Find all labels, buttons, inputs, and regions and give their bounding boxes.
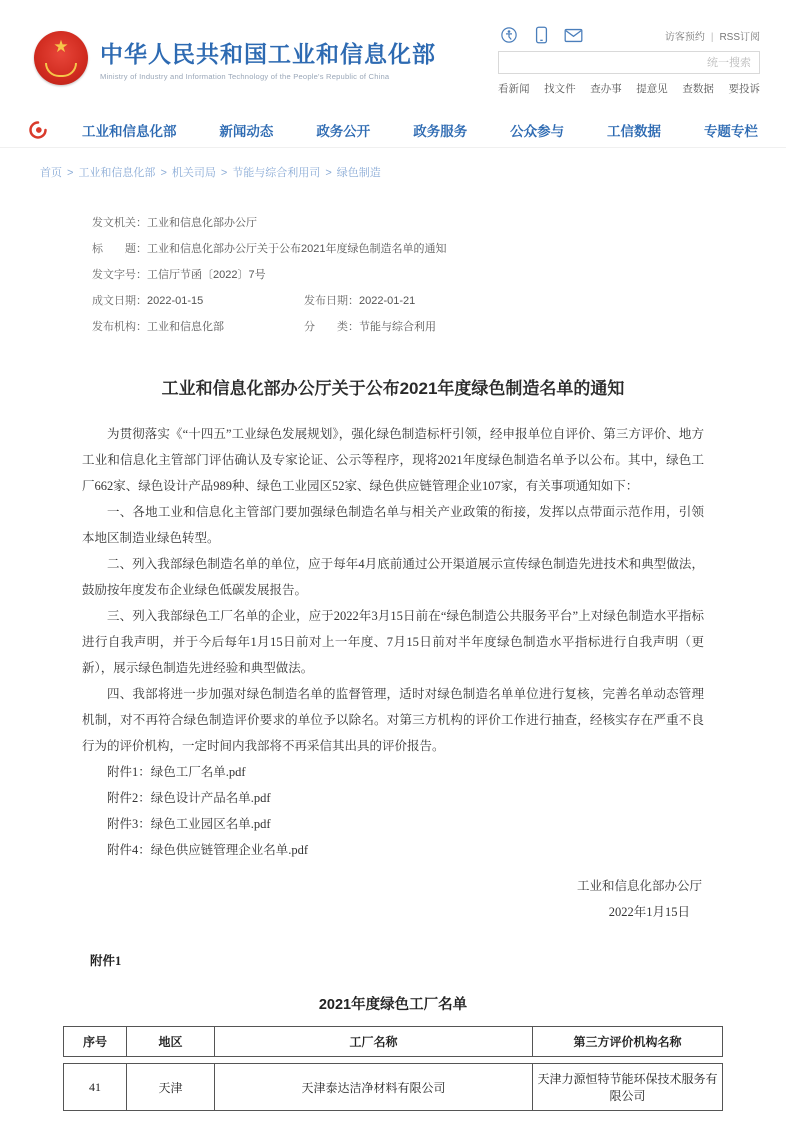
breadcrumb-separator: > [325, 167, 332, 179]
table-row [63, 1063, 723, 1111]
doc-meta [92, 210, 786, 340]
site-subtitle: Ministry of Industry and Information Technology of the People's Republic of China [100, 71, 390, 81]
annex-table-header [63, 1026, 723, 1057]
meta-doc-no-value: 工信厅节函〔2022〕7号 [147, 269, 266, 281]
meta-written-date-label: 成文日期： [92, 295, 147, 307]
site-header [0, 20, 786, 96]
attachment-link-1[interactable]: 附件1：绿色工厂名单.pdf [107, 765, 246, 779]
meta-publish-org-label: 发布机构： [92, 321, 147, 333]
breadcrumb-separator: > [220, 167, 228, 179]
breadcrumb-home[interactable]: 首页 [40, 167, 62, 179]
nav-item-news[interactable]: 新闻动态 [219, 123, 274, 139]
nav-item-special-topics[interactable]: 专题专栏 [703, 123, 758, 139]
quick-link-data[interactable]: 查数据 [682, 83, 714, 95]
col-header-factory: 工厂名称 [214, 1027, 532, 1056]
meta-written-date-value: 2022-01-15 [147, 295, 204, 307]
meta-title-value: 工业和信息化部办公厅关于公布2021年度绿色制造名单的通知 [147, 243, 447, 255]
document-title: 工业和信息化部办公厅关于公布2021年度绿色制造名单的通知 [161, 379, 625, 398]
signature-org: 工业和信息化部办公厅 [576, 879, 702, 893]
meta-category-label: 分 类： [304, 321, 359, 333]
quick-link-news[interactable]: 看新闻 [498, 83, 530, 95]
nav-item-miit[interactable]: 工业和信息化部 [82, 123, 177, 139]
attachment-link-3[interactable]: 附件3：绿色工业园区名单.pdf [107, 817, 271, 831]
document-body [82, 421, 704, 925]
star-icon: ★ [53, 37, 69, 56]
meta-publish-date-label: 发布日期： [304, 295, 359, 307]
annex-label: 附件1 [90, 954, 122, 968]
national-emblem-logo [34, 31, 88, 85]
quick-link-services[interactable]: 查办事 [590, 83, 622, 95]
mail-icon[interactable] [562, 26, 584, 44]
link-divider: | [710, 31, 714, 43]
nav-item-miit-data[interactable]: 工信数据 [607, 123, 662, 139]
nav-item-gov-disclosure[interactable]: 政务公开 [316, 123, 371, 139]
paragraph: 三、列入我部绿色工厂名单的企业，应于2022年3月15日前在“绿色制造公共服务平台”上对绿色制造水平指标进行自我声明，并于今后每年1月15日前对上一年度、7月15日前对半年度绿色制造水平指标进行自我声明（更新），展示绿色制造先进经验和典型做法。 [82, 609, 704, 675]
cell-factory: 天津泰达洁净材料有限公司 [214, 1064, 532, 1110]
annex-section [0, 951, 786, 1135]
breadcrumb-departments[interactable]: 机关司局 [171, 167, 216, 179]
quick-links [498, 81, 760, 96]
quick-link-files[interactable]: 找文件 [544, 83, 576, 95]
meta-title-label: 标 题： [92, 243, 147, 255]
miit-swirl-icon [28, 120, 48, 140]
attachment-link-2[interactable]: 附件2：绿色设计产品名单.pdf [107, 791, 271, 805]
meta-issuing-org-label: 发文机关： [92, 217, 147, 229]
breadcrumb-energy-dept[interactable]: 节能与综合利用司 [232, 167, 321, 179]
breadcrumb-miit[interactable]: 工业和信息化部 [78, 167, 156, 179]
cell-evaluator: 天津力源恒特节能环保技术服务有限公司 [532, 1064, 722, 1110]
meta-publish-date-value: 2022-01-21 [359, 295, 416, 307]
meta-issuing-org-value: 工业和信息化部办公厅 [147, 217, 257, 229]
rss-link[interactable]: RSS订阅 [719, 31, 760, 43]
accessibility-icon[interactable] [498, 26, 520, 44]
paragraph: 二、列入我部绿色制造名单的单位，应于每年4月底前通过公开渠道展示宣传绿色制造先进技术和典型做法，鼓励按年度发布企业绿色低碳发展报告。 [82, 557, 704, 597]
breadcrumb-green-manufacturing[interactable]: 绿色制造 [336, 167, 381, 179]
breadcrumb-separator: > [67, 167, 74, 179]
col-header-index: 序号 [82, 1035, 107, 1049]
annex-table-title: 2021年度绿色工厂名单 [318, 997, 468, 1013]
meta-publish-org-value: 工业和信息化部 [147, 321, 224, 333]
quick-link-complaints[interactable]: 要投诉 [728, 83, 760, 95]
cell-index: 41 [89, 1079, 101, 1094]
col-header-region: 地区 [126, 1027, 214, 1056]
paragraph: 为贯彻落实《“十四五”工业绿色发展规划》，强化绿色制造标杆引领，经申报单位自评价、第三方评价、地方工业和信息化主管部门评估确认及专家论证、公示等程序，现将2021年度绿色制造名单予以公布。其中，绿色工厂662家、绿色设计产品989种、绿色工业园区52家、绿色供应链管理企业107家，有关事项通知如下： [82, 427, 704, 493]
quick-link-suggestions[interactable]: 提意见 [636, 83, 668, 95]
nav-item-gov-services[interactable]: 政务服务 [413, 123, 468, 139]
nav-item-public-participation[interactable]: 公众参与 [510, 123, 565, 139]
attachment-link-4[interactable]: 附件4：绿色供应链管理企业名单.pdf [107, 843, 309, 857]
cell-region: 天津 [126, 1064, 214, 1110]
header-tools [498, 20, 760, 96]
breadcrumb [40, 164, 786, 180]
paragraph: 一、各地工业和信息化主管部门要加强绿色制造名单与相关产业政策的衔接，发挥以点带面示范作用，引领本地区制造业绿色转型。 [82, 505, 704, 545]
site-title: 中华人民共和国工业和信息化部 [100, 40, 436, 67]
search-input[interactable] [498, 51, 760, 74]
meta-doc-no-label: 发文字号： [92, 269, 147, 281]
mobile-icon[interactable] [530, 26, 552, 44]
attachments-list [82, 759, 704, 863]
breadcrumb-separator: > [160, 167, 167, 179]
paragraph: 四、我部将进一步加强对绿色制造名单的监督管理，适时对绿色制造名单单位进行复核，完善名单动态管理机制，对不再符合绿色制造评价要求的单位予以除名。对第三方机构的评价工作进行抽查，经核实存在严重不良行为的评价机构，一定时间内我部将不再采信其出具的评价报告。 [82, 687, 704, 753]
col-header-evaluator: 第三方评价机构名称 [532, 1027, 722, 1056]
meta-category-value: 节能与综合利用 [359, 321, 436, 333]
main-nav [0, 112, 786, 148]
visitor-appointment-link[interactable]: 访客预约 [664, 31, 705, 43]
signature-date: 2022年1月15日 [608, 905, 690, 919]
site-branding [34, 20, 436, 96]
